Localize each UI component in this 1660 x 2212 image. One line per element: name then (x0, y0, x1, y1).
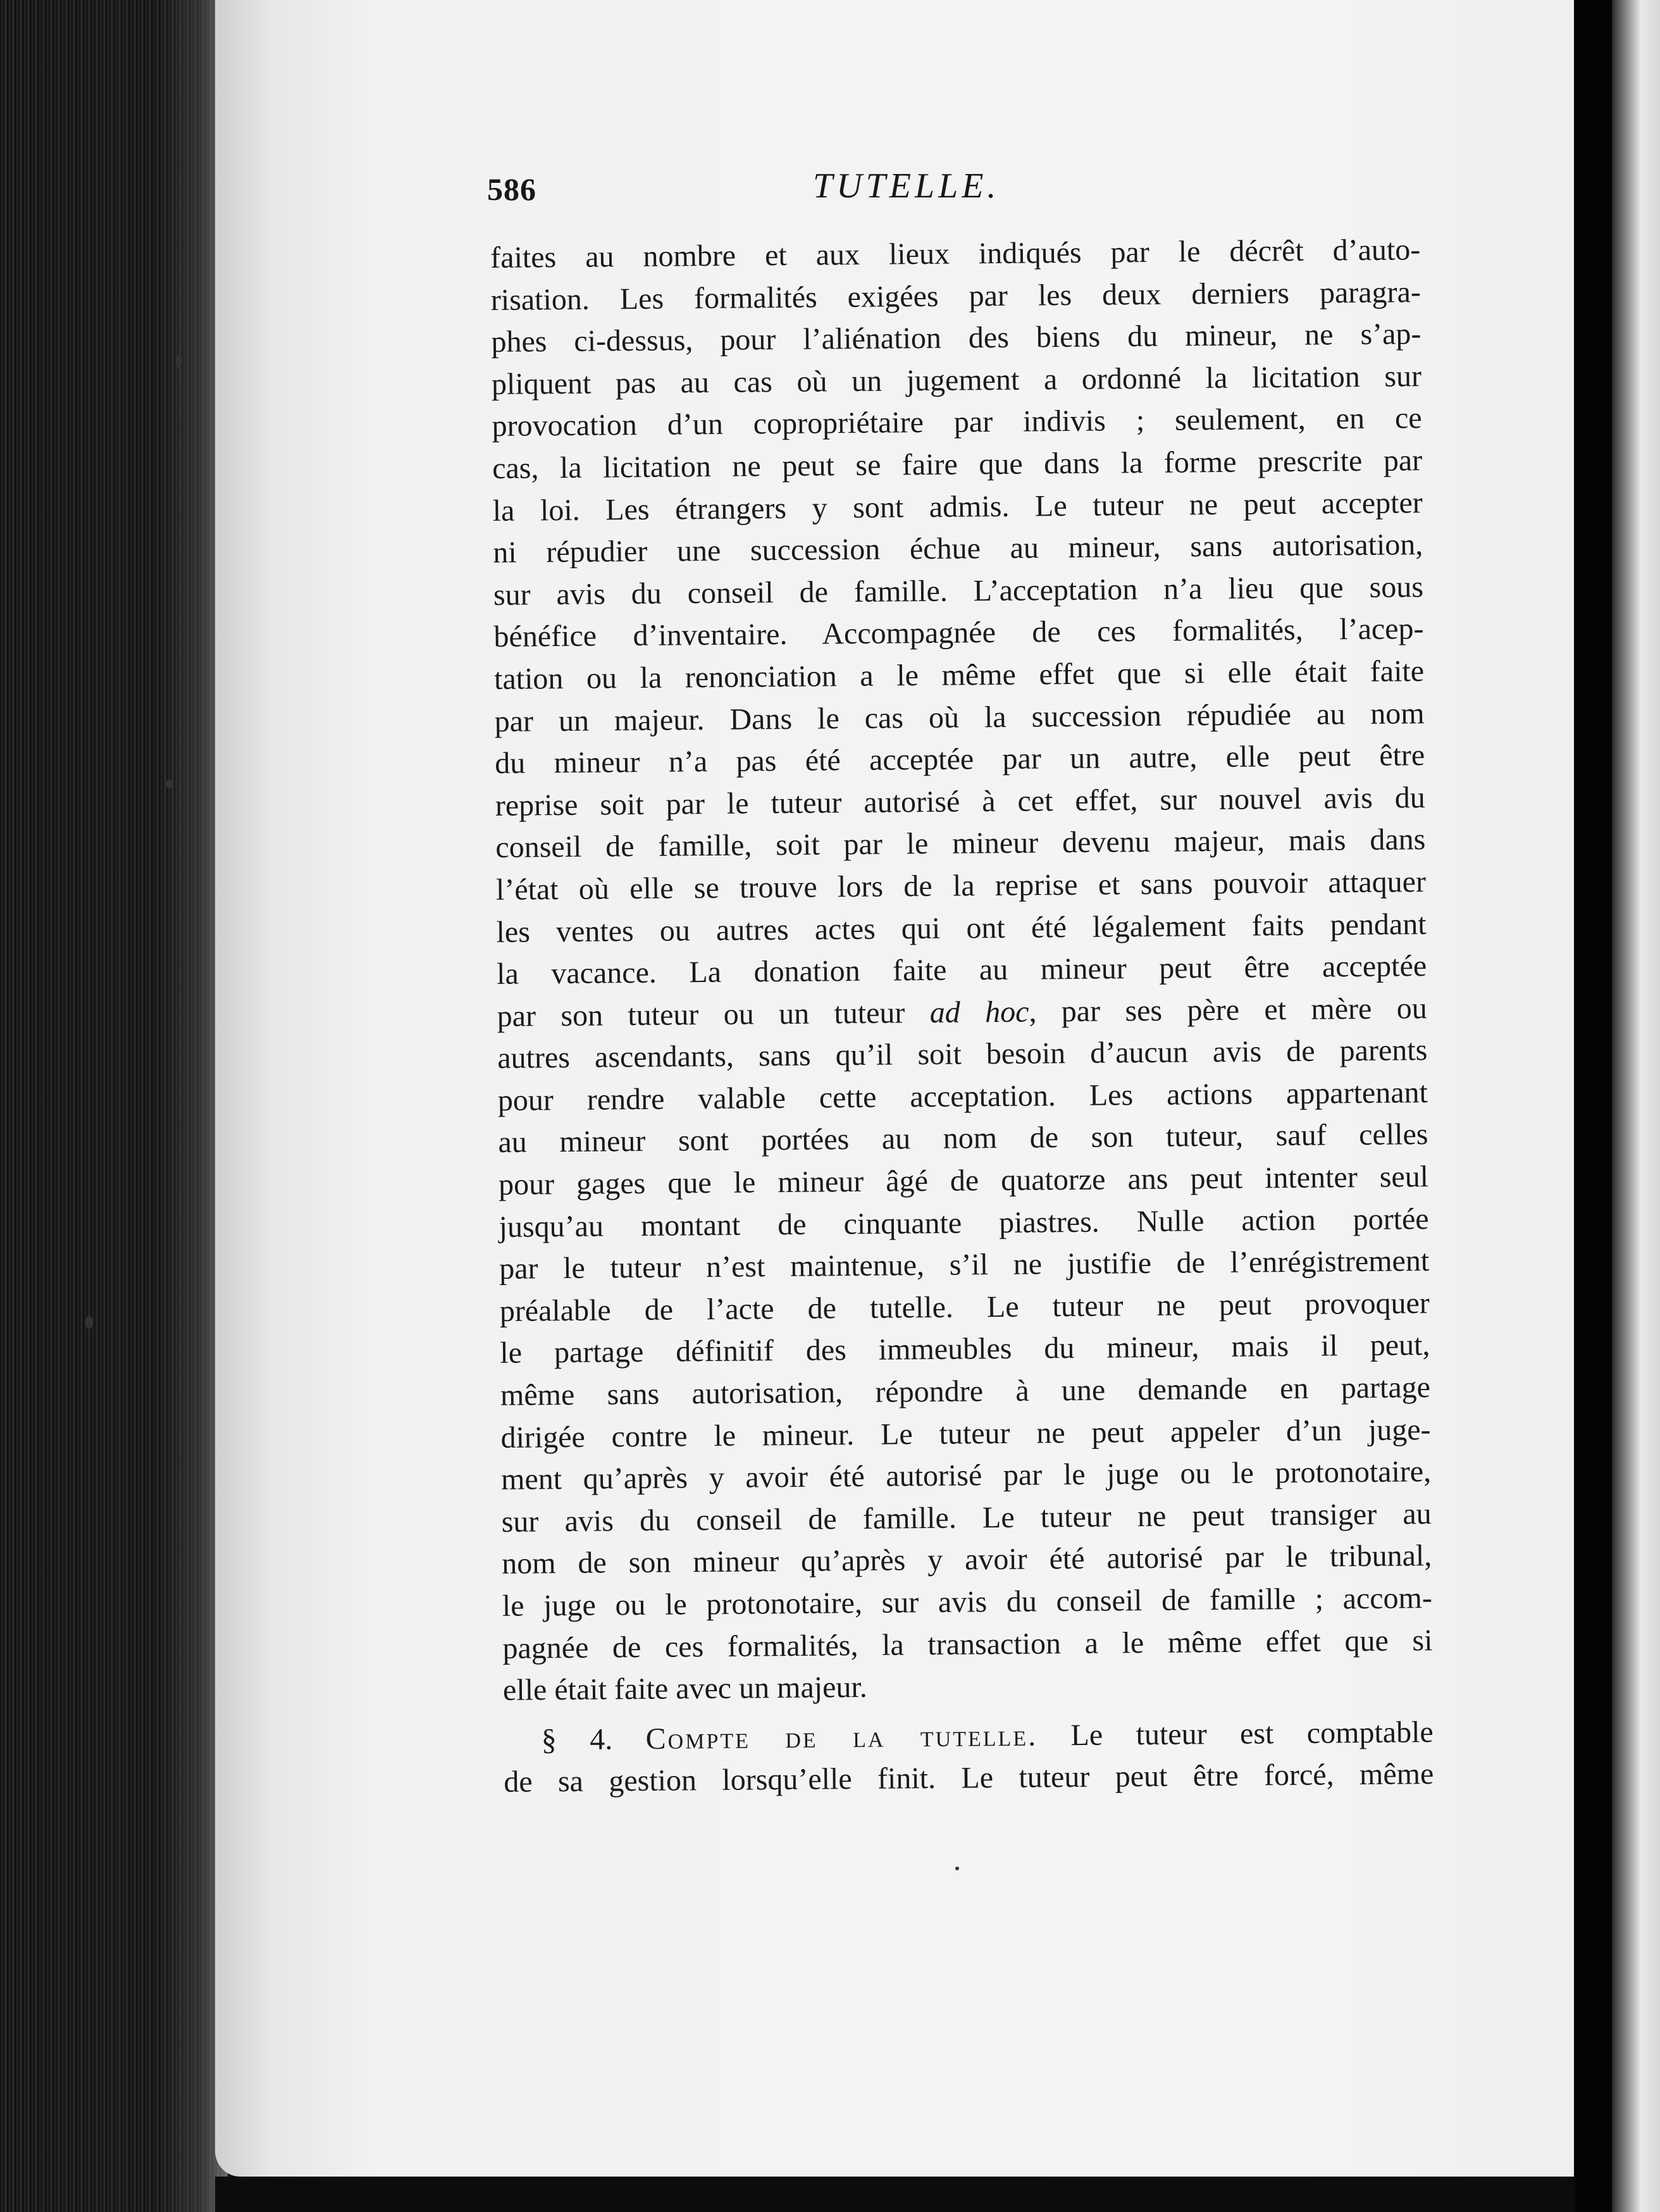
text-line: au mineur sont portées au nom de son tuteur, sauf celles (498, 1117, 1428, 1160)
paragraph-lines (490, 229, 1433, 1712)
text-line: pliquent pas au cas où un jugement a ordonné la licitation sur (491, 359, 1422, 401)
section-first-line-text: Le tuteur est comptable (1070, 1715, 1434, 1752)
text-line: du mineur n’a pas été acceptée par un autre, elle peut être (495, 738, 1425, 781)
text-line: reprise soit par le tuteur autorisé à cet effet, sur nouvel avis du (495, 780, 1426, 823)
text-line: elle était faite avec un majeur. (502, 1670, 867, 1708)
italic-phrase: ad hoc (929, 995, 1029, 1029)
text-line: la loi. Les étrangers y sont admis. Le tuteur ne peut accepter (492, 485, 1423, 528)
text-line: nom de son mineur qu’après y avoir été autorisé par le tribunal, (502, 1539, 1432, 1581)
text-line: risation. Les formalités exigées par les deux derniers paragra- (490, 275, 1422, 317)
text-line: tation ou la renonciation a le même effet que si elle était faite (493, 654, 1425, 696)
body-text (490, 229, 1434, 1804)
text-line: par son tuteur ou un tuteur ad hoc, par ses père et mère ou (497, 991, 1427, 1033)
section-heading: Compte de la tutelle. (645, 1718, 1038, 1756)
text-line: provocation d’un copropriétaire par indivis ; seulement, en ce (492, 401, 1422, 444)
text-line: dirigée contre le mineur. Le tuteur ne peut appeler d’un juge- (500, 1412, 1431, 1455)
text-line: ni répudier une succession échue au mineur, sans autorisation, (493, 528, 1423, 570)
text-line: phes ci-dessus, pour l’aliénation des biens du mineur, ne s’ap- (491, 317, 1422, 359)
text-line: le juge ou le protonotaire, sur avis du conseil de famille ; accom- (502, 1581, 1433, 1623)
scan-speck (955, 1867, 959, 1870)
scan-speck (166, 780, 173, 788)
scan-speck (85, 1316, 93, 1329)
text-line: pagnée de ces formalités, la transaction a le même effet que si (502, 1623, 1433, 1665)
text-line: pour rendre valable cette acceptation. Les actions appartenant (497, 1075, 1428, 1117)
text-line: ment qu’après y avoir été autorisé par le juge ou le protonotaire, (500, 1455, 1432, 1497)
text-line: conseil de famille, soit par le mineur devenu majeur, mais dans (495, 823, 1426, 865)
scan-speck (176, 354, 182, 368)
text-line: sur avis du conseil de famille. L’acceptation n’a lieu que sous (493, 569, 1424, 612)
text-line: les ventes ou autres actes qui ont été légalement faits pendant (496, 907, 1427, 949)
text-line: par un majeur. Dans le cas où la succession répudiée au nom (494, 696, 1425, 738)
text-line: la vacance. La donation faite au mineur peut être acceptée (496, 949, 1427, 991)
text-line: sur avis du conseil de famille. Le tuteur ne peut transiger au (501, 1496, 1432, 1539)
text-line: autres ascendants, sans qu’il soit besoin d’aucun avis de parents (497, 1033, 1428, 1076)
section-heading-line (503, 1712, 1434, 1762)
section-number: § 4. (541, 1722, 613, 1757)
text-line: bénéfice d’inventaire. Accompagnée de ces formalités, l’acep- (493, 612, 1424, 654)
page-number: 586 (487, 171, 536, 207)
text-line: préalable de l’acte de tutelle. Le tuteur ne peut provoquer (499, 1286, 1430, 1328)
page-header (487, 166, 1436, 216)
next-page-edge (1612, 0, 1660, 2212)
text-line: pour gages que le mineur âgé de quatorze ans peut intenter seul (498, 1160, 1429, 1202)
text-line: le partage définitif des immeubles du mineur, mais il peut, (500, 1328, 1430, 1370)
text-line: par le tuteur n’est maintenue, s’il ne justifie de l’enrégistrement (499, 1244, 1430, 1286)
text-line: cas, la licitation ne peut se faire que dans la forme prescrite par (492, 444, 1423, 485)
section-text-line: de sa gestion lorsqu’elle finit. Le tuteur peut être forcé, même (504, 1757, 1434, 1799)
text-line: l’état où elle se trouve lors de la reprise et sans pouvoir attaquer (495, 865, 1427, 907)
bottom-shadow (215, 2177, 1575, 2212)
gutter-shadow (1574, 0, 1612, 2212)
text-line: même sans autorisation, répondre à une demande en partage (500, 1370, 1431, 1412)
text-line: faites au nombre et aux lieux indiqués par le décrêt d’auto- (490, 233, 1421, 275)
running-title: TUTELLE. (813, 166, 1000, 206)
text-line: jusqu’au montant de cinquante piastres. Nulle action portée (499, 1202, 1429, 1244)
